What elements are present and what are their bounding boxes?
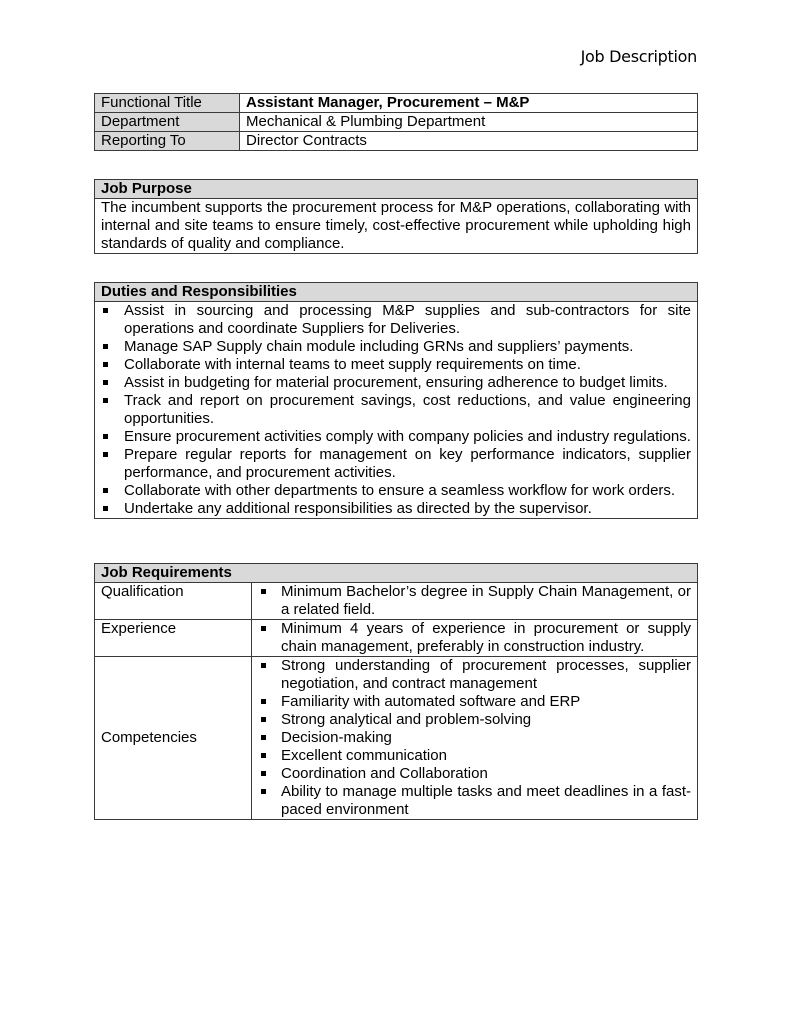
list-item: Prepare regular reports for management on key performance indicators, supplier performance, and procurement activities. bbox=[101, 446, 691, 482]
list-item: Undertake any additional responsibilities as directed by the supervisor. bbox=[101, 500, 691, 518]
list-item: Collaborate with internal teams to meet supply requirements on time. bbox=[101, 356, 691, 374]
list-item: Track and report on procurement savings, cost reductions, and value engineering opportunities. bbox=[101, 392, 691, 428]
duties-list bbox=[101, 302, 691, 518]
experience-cell bbox=[252, 620, 698, 657]
list-item: Excellent communication bbox=[258, 747, 691, 765]
list-item: Manage SAP Supply chain module including GRNs and suppliers’ payments. bbox=[101, 338, 691, 356]
job-info-table bbox=[94, 93, 698, 151]
job-purpose-text: The incumbent supports the procurement process for M&P operations, collaborating with internal and site teams to ensure timely, cost-effective procurement while upholding high standards of quality and compliance. bbox=[95, 199, 698, 254]
reporting-to-value: Director Contracts bbox=[240, 132, 698, 151]
functional-title-label: Functional Title bbox=[95, 94, 240, 113]
list-item: Ensure procurement activities comply with company policies and industry regulations. bbox=[101, 428, 691, 446]
functional-title-value: Assistant Manager, Procurement – M&P bbox=[240, 94, 698, 113]
job-purpose-heading: Job Purpose bbox=[95, 180, 698, 199]
competencies-label: Competencies bbox=[95, 657, 252, 820]
list-item: Minimum Bachelor’s degree in Supply Chain Management, or a related field. bbox=[258, 583, 691, 619]
duties-heading: Duties and Responsibilities bbox=[95, 283, 698, 302]
table-row bbox=[95, 583, 698, 620]
document-header-title: Job Description bbox=[580, 47, 697, 66]
table-row bbox=[95, 657, 698, 820]
qualification-cell bbox=[252, 583, 698, 620]
qualification-label: Qualification bbox=[95, 583, 252, 620]
list-item: Assist in budgeting for material procurement, ensuring adherence to budget limits. bbox=[101, 374, 691, 392]
reporting-to-label: Reporting To bbox=[95, 132, 240, 151]
experience-label: Experience bbox=[95, 620, 252, 657]
list-item: Strong understanding of procurement processes, supplier negotiation, and contract management bbox=[258, 657, 691, 693]
duties-cell bbox=[95, 302, 698, 519]
competencies-cell bbox=[252, 657, 698, 820]
table-row bbox=[95, 132, 698, 151]
department-value: Mechanical & Plumbing Department bbox=[240, 113, 698, 132]
list-item: Strong analytical and problem-solving bbox=[258, 711, 691, 729]
list-item: Minimum 4 years of experience in procurement or supply chain management, preferably in construction industry. bbox=[258, 620, 691, 656]
list-item: Collaborate with other departments to ensure a seamless workflow for work orders. bbox=[101, 482, 691, 500]
job-purpose-table bbox=[94, 179, 698, 254]
department-label: Department bbox=[95, 113, 240, 132]
list-item: Ability to manage multiple tasks and meet deadlines in a fast-paced environment bbox=[258, 783, 691, 819]
duties-table bbox=[94, 282, 698, 519]
list-item: Assist in sourcing and processing M&P supplies and sub-contractors for site operations and coordinate Suppliers for Deliveries. bbox=[101, 302, 691, 338]
requirements-heading: Job Requirements bbox=[95, 564, 698, 583]
requirements-table bbox=[94, 563, 698, 820]
table-row bbox=[95, 620, 698, 657]
table-row bbox=[95, 94, 698, 113]
table-row bbox=[95, 113, 698, 132]
list-item: Decision-making bbox=[258, 729, 691, 747]
list-item: Familiarity with automated software and ERP bbox=[258, 693, 691, 711]
list-item: Coordination and Collaboration bbox=[258, 765, 691, 783]
